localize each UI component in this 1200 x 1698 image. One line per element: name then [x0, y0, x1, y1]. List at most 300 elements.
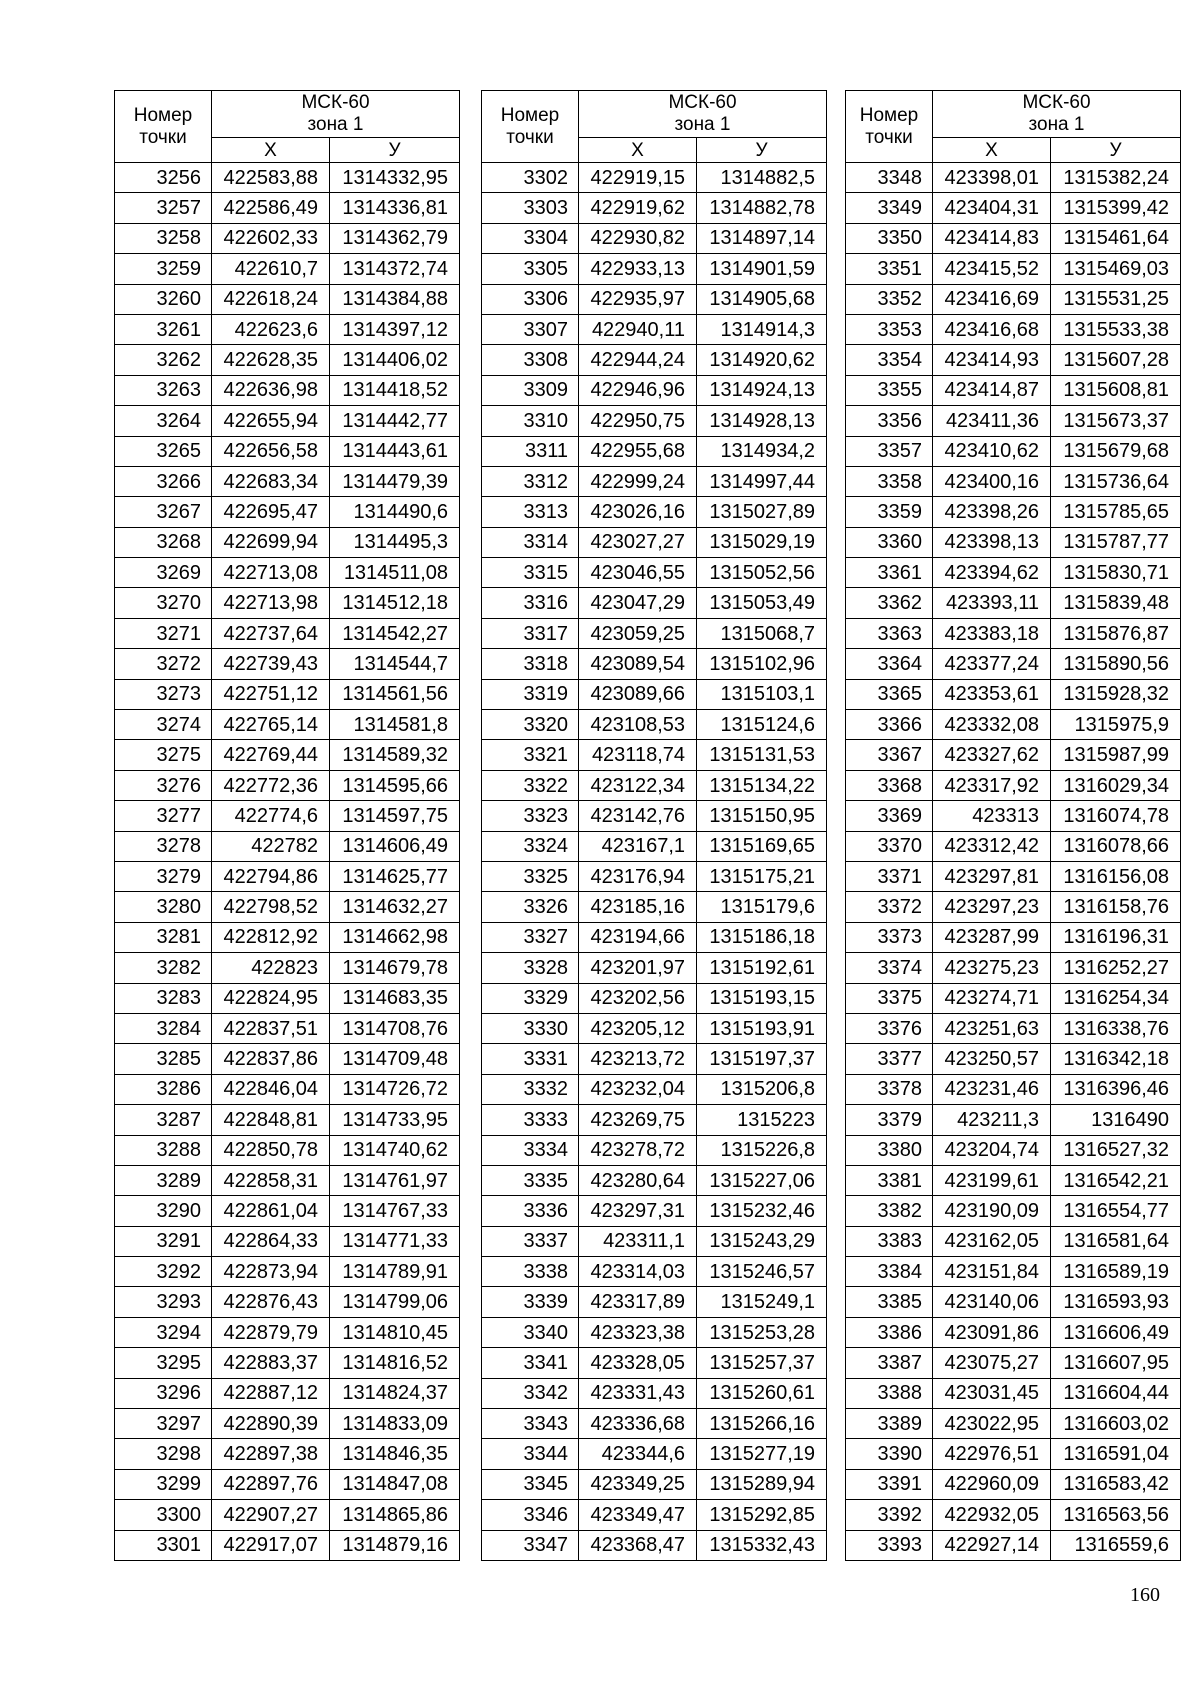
table-row: [482, 1530, 827, 1560]
point-number-cell: 3341: [482, 1348, 579, 1378]
point-number-cell: 3303: [482, 193, 579, 223]
table-row: [846, 892, 1181, 922]
x-coordinate-cell: 423311,1: [579, 1226, 697, 1256]
y-coordinate-cell: 1315607,28: [1051, 345, 1181, 375]
table-row: [846, 254, 1181, 284]
x-coordinate-cell: 422812,92: [212, 922, 330, 952]
y-coordinate-cell: 1314384,88: [330, 284, 460, 314]
x-coordinate-cell: 423414,87: [933, 375, 1051, 405]
point-number-cell: 3293: [115, 1287, 212, 1317]
y-coordinate-cell: 1315249,1: [697, 1287, 827, 1317]
x-coordinate-cell: 423349,25: [579, 1469, 697, 1499]
point-number-cell: 3265: [115, 436, 212, 466]
x-coordinate-cell: 423331,43: [579, 1378, 697, 1408]
point-number-cell: 3375: [846, 983, 933, 1013]
x-coordinate-cell: 422610,7: [212, 254, 330, 284]
table-row: [846, 497, 1181, 527]
point-number-cell: 3352: [846, 284, 933, 314]
point-number-cell: 3311: [482, 436, 579, 466]
table-row: [115, 1226, 460, 1256]
point-number-cell: 3333: [482, 1105, 579, 1135]
x-column-header: Х: [579, 138, 697, 163]
y-coordinate-cell: 1315027,89: [697, 497, 827, 527]
point-number-cell: 3387: [846, 1348, 933, 1378]
x-coordinate-cell: 423410,62: [933, 436, 1051, 466]
y-coordinate-cell: 1316078,66: [1051, 831, 1181, 861]
point-number-cell: 3289: [115, 1165, 212, 1195]
point-number-cell: 3280: [115, 892, 212, 922]
table-row: [482, 1074, 827, 1104]
point-number-cell: 3328: [482, 953, 579, 983]
point-number-cell: 3282: [115, 953, 212, 983]
table-row: [482, 558, 827, 588]
point-number-cell: 3390: [846, 1439, 933, 1469]
point-number-cell: 3351: [846, 254, 933, 284]
point-number-cell: 3342: [482, 1378, 579, 1408]
table-row: [482, 497, 827, 527]
point-number-cell: 3329: [482, 983, 579, 1013]
y-coordinate-cell: 1316607,95: [1051, 1348, 1181, 1378]
point-number-cell: 3259: [115, 254, 212, 284]
y-coordinate-cell: 1314479,39: [330, 466, 460, 496]
x-coordinate-cell: 422946,96: [579, 375, 697, 405]
x-coordinate-cell: 422861,04: [212, 1196, 330, 1226]
table-row: [115, 953, 460, 983]
y-coordinate-cell: 1314490,6: [330, 497, 460, 527]
x-coordinate-cell: 422950,75: [579, 406, 697, 436]
x-coordinate-cell: 422782: [212, 831, 330, 861]
x-coordinate-cell: 423416,68: [933, 314, 1051, 344]
table-row: [482, 1317, 827, 1347]
x-coordinate-cell: 423122,34: [579, 770, 697, 800]
table-row: [115, 770, 460, 800]
y-coordinate-cell: 1315193,15: [697, 983, 827, 1013]
y-coordinate-cell: 1314362,79: [330, 223, 460, 253]
table-row: [482, 1135, 827, 1165]
table-row: [846, 953, 1181, 983]
table-row: [846, 1348, 1181, 1378]
table-row: [115, 1317, 460, 1347]
x-coordinate-cell: 422824,95: [212, 983, 330, 1013]
table-row: [482, 345, 827, 375]
table-row: [846, 558, 1181, 588]
x-coordinate-cell: 422864,33: [212, 1226, 330, 1256]
point-number-cell: 3322: [482, 770, 579, 800]
table-row: [482, 892, 827, 922]
x-coordinate-cell: 423231,46: [933, 1074, 1051, 1104]
x-coordinate-cell: 422927,14: [933, 1530, 1051, 1560]
point-number-cell: 3281: [115, 922, 212, 952]
y-coordinate-cell: 1314914,3: [697, 314, 827, 344]
x-coordinate-cell: 423201,97: [579, 953, 697, 983]
x-coordinate-cell: 422695,47: [212, 497, 330, 527]
table-row: [115, 1135, 460, 1165]
table-row: [115, 649, 460, 679]
point-number-cell: 3275: [115, 740, 212, 770]
x-coordinate-cell: 423027,27: [579, 527, 697, 557]
point-number-cell: 3324: [482, 831, 579, 861]
x-coordinate-cell: 423211,3: [933, 1105, 1051, 1135]
x-coordinate-cell: 423317,92: [933, 770, 1051, 800]
point-number-cell: 3372: [846, 892, 933, 922]
point-number-cell: 3270: [115, 588, 212, 618]
table-row: [846, 588, 1181, 618]
y-coordinate-cell: 1314934,2: [697, 436, 827, 466]
y-coordinate-cell: 1315226,8: [697, 1135, 827, 1165]
table-row: [846, 679, 1181, 709]
y-coordinate-cell: 1315277,19: [697, 1439, 827, 1469]
x-coordinate-cell: 422933,13: [579, 254, 697, 284]
x-coordinate-cell: 423400,16: [933, 466, 1051, 496]
x-coordinate-cell: 423089,66: [579, 679, 697, 709]
x-coordinate-cell: 423336,68: [579, 1409, 697, 1439]
y-coordinate-cell: 1315260,61: [697, 1378, 827, 1408]
point-number-cell: 3356: [846, 406, 933, 436]
y-coordinate-cell: 1314846,35: [330, 1439, 460, 1469]
x-coordinate-cell: 423118,74: [579, 740, 697, 770]
y-coordinate-cell: 1314905,68: [697, 284, 827, 314]
x-coordinate-cell: 423327,62: [933, 740, 1051, 770]
y-coordinate-cell: 1315289,94: [697, 1469, 827, 1499]
x-coordinate-cell: 423323,38: [579, 1317, 697, 1347]
y-coordinate-cell: 1315223: [697, 1105, 827, 1135]
table-row: [482, 406, 827, 436]
table-row: [846, 740, 1181, 770]
y-coordinate-cell: 1316342,18: [1051, 1044, 1181, 1074]
table-row: [482, 193, 827, 223]
point-number-cell: 3273: [115, 679, 212, 709]
point-number-cell: 3292: [115, 1257, 212, 1287]
y-coordinate-cell: 1316554,77: [1051, 1196, 1181, 1226]
table-row: [482, 466, 827, 496]
table-row: [115, 1287, 460, 1317]
table-row: [115, 1378, 460, 1408]
y-coordinate-cell: 1316338,76: [1051, 1013, 1181, 1043]
table-row: [482, 1196, 827, 1226]
point-number-cell: 3302: [482, 163, 579, 193]
y-coordinate-cell: 1315876,87: [1051, 618, 1181, 648]
y-coordinate-cell: 1315134,22: [697, 770, 827, 800]
table-row: [482, 1165, 827, 1195]
point-number-cell: 3310: [482, 406, 579, 436]
y-coordinate-cell: 1314542,27: [330, 618, 460, 648]
y-coordinate-cell: 1315987,99: [1051, 740, 1181, 770]
table-row: [846, 1105, 1181, 1135]
point-number-cell: 3298: [115, 1439, 212, 1469]
x-coordinate-cell: 423328,05: [579, 1348, 697, 1378]
y-coordinate-cell: 1314595,66: [330, 770, 460, 800]
table-row: [846, 1226, 1181, 1256]
x-coordinate-cell: 422739,43: [212, 649, 330, 679]
y-coordinate-cell: 1316254,34: [1051, 983, 1181, 1013]
table-row: [846, 618, 1181, 648]
point-number-cell: 3258: [115, 223, 212, 253]
table-row: [482, 801, 827, 831]
table-row: [846, 436, 1181, 466]
x-coordinate-cell: 423394,62: [933, 558, 1051, 588]
coordinate-system-header: МСК-60 зона 1: [212, 91, 460, 138]
x-coordinate-cell: 422798,52: [212, 892, 330, 922]
y-coordinate-cell: 1314771,33: [330, 1226, 460, 1256]
x-coordinate-cell: 423151,84: [933, 1257, 1051, 1287]
y-coordinate-cell: 1316606,49: [1051, 1317, 1181, 1347]
table-row: [482, 1226, 827, 1256]
table-row: [846, 1013, 1181, 1043]
point-number-cell: 3330: [482, 1013, 579, 1043]
point-number-cell: 3371: [846, 861, 933, 891]
x-coordinate-cell: 423414,83: [933, 223, 1051, 253]
table-body: [115, 163, 460, 1561]
table-row: [482, 649, 827, 679]
point-number-cell: 3318: [482, 649, 579, 679]
x-coordinate-cell: 422636,98: [212, 375, 330, 405]
table-row: [482, 740, 827, 770]
x-coordinate-cell: 423047,29: [579, 588, 697, 618]
point-number-cell: 3261: [115, 314, 212, 344]
y-coordinate-cell: 1315175,21: [697, 861, 827, 891]
y-coordinate-cell: 1314662,98: [330, 922, 460, 952]
table-row: [115, 284, 460, 314]
table-row: [482, 1287, 827, 1317]
table-row: [115, 163, 460, 193]
y-coordinate-cell: 1314928,13: [697, 406, 827, 436]
x-coordinate-cell: 423332,08: [933, 710, 1051, 740]
x-coordinate-cell: 423176,94: [579, 861, 697, 891]
point-number-cell: 3340: [482, 1317, 579, 1347]
x-coordinate-cell: 422955,68: [579, 436, 697, 466]
x-coordinate-cell: 423383,18: [933, 618, 1051, 648]
table-row: [482, 1500, 827, 1530]
x-coordinate-cell: 423091,86: [933, 1317, 1051, 1347]
y-coordinate-cell: 1315399,42: [1051, 193, 1181, 223]
point-number-cell: 3376: [846, 1013, 933, 1043]
y-coordinate-cell: 1315150,95: [697, 801, 827, 831]
x-coordinate-cell: 422960,09: [933, 1469, 1051, 1499]
table-row: [115, 497, 460, 527]
point-number-cell: 3325: [482, 861, 579, 891]
table-row: [115, 831, 460, 861]
y-coordinate-cell: 1314581,8: [330, 710, 460, 740]
y-coordinate-cell: 1315169,65: [697, 831, 827, 861]
point-number-cell: 3297: [115, 1409, 212, 1439]
point-number-cell: 3290: [115, 1196, 212, 1226]
coordinate-system-header: МСК-60 зона 1: [933, 91, 1181, 138]
table-row: [482, 953, 827, 983]
table-row: [846, 861, 1181, 891]
x-coordinate-cell: 423411,36: [933, 406, 1051, 436]
table-row: [846, 375, 1181, 405]
table-row: [846, 649, 1181, 679]
x-coordinate-cell: 422846,04: [212, 1074, 330, 1104]
point-number-cell: 3283: [115, 983, 212, 1013]
y-coordinate-cell: 1315102,96: [697, 649, 827, 679]
point-number-cell: 3278: [115, 831, 212, 861]
table-row: [115, 1105, 460, 1135]
table-row: [115, 436, 460, 466]
y-coordinate-cell: 1314709,48: [330, 1044, 460, 1074]
table-row: [846, 223, 1181, 253]
coordinate-system-header: МСК-60 зона 1: [579, 91, 827, 138]
point-number-header: Номер точки: [115, 91, 212, 163]
x-coordinate-cell: 422897,38: [212, 1439, 330, 1469]
x-coordinate-cell: 423213,72: [579, 1044, 697, 1074]
table-row: [482, 254, 827, 284]
point-number-cell: 3363: [846, 618, 933, 648]
x-coordinate-cell: 423404,31: [933, 193, 1051, 223]
point-number-cell: 3347: [482, 1530, 579, 1560]
table-row: [482, 770, 827, 800]
y-coordinate-cell: 1315192,61: [697, 953, 827, 983]
table-row: [846, 193, 1181, 223]
table-row: [846, 284, 1181, 314]
point-number-cell: 3301: [115, 1530, 212, 1560]
table-row: [115, 892, 460, 922]
y-coordinate-cell: 1314332,95: [330, 163, 460, 193]
y-coordinate-cell: 1315785,65: [1051, 497, 1181, 527]
point-number-cell: 3358: [846, 466, 933, 496]
table-row: [115, 345, 460, 375]
table-row: [115, 740, 460, 770]
x-coordinate-cell: 423377,24: [933, 649, 1051, 679]
point-number-cell: 3355: [846, 375, 933, 405]
point-number-cell: 3274: [115, 710, 212, 740]
table-row: [115, 1469, 460, 1499]
table-row: [846, 314, 1181, 344]
table-row: [115, 1500, 460, 1530]
table-row: [482, 223, 827, 253]
table-row: [846, 1287, 1181, 1317]
point-number-cell: 3279: [115, 861, 212, 891]
x-coordinate-cell: 423162,05: [933, 1226, 1051, 1256]
table-row: [482, 1469, 827, 1499]
point-number-cell: 3305: [482, 254, 579, 284]
point-number-cell: 3299: [115, 1469, 212, 1499]
x-coordinate-cell: 422930,82: [579, 223, 697, 253]
x-coordinate-cell: 422765,14: [212, 710, 330, 740]
point-number-cell: 3383: [846, 1226, 933, 1256]
x-coordinate-cell: 422850,78: [212, 1135, 330, 1165]
y-coordinate-cell: 1316156,08: [1051, 861, 1181, 891]
x-coordinate-cell: 423232,04: [579, 1074, 697, 1104]
x-coordinate-cell: 423280,64: [579, 1165, 697, 1195]
y-coordinate-cell: 1314882,5: [697, 163, 827, 193]
point-number-cell: 3260: [115, 284, 212, 314]
y-coordinate-cell: 1315787,77: [1051, 527, 1181, 557]
y-coordinate-cell: 1314372,74: [330, 254, 460, 284]
point-number-cell: 3388: [846, 1378, 933, 1408]
y-coordinate-cell: 1316581,64: [1051, 1226, 1181, 1256]
point-number-cell: 3304: [482, 223, 579, 253]
table-row: [482, 588, 827, 618]
point-number-cell: 3346: [482, 1500, 579, 1530]
y-coordinate-cell: 1314561,56: [330, 679, 460, 709]
table-row: [115, 1196, 460, 1226]
table-row: [482, 983, 827, 1013]
y-coordinate-cell: 1315679,68: [1051, 436, 1181, 466]
y-coordinate-cell: 1314625,77: [330, 861, 460, 891]
table-row: [846, 1074, 1181, 1104]
table-row: [482, 861, 827, 891]
table-row: [115, 1348, 460, 1378]
y-coordinate-cell: 1316527,32: [1051, 1135, 1181, 1165]
point-number-cell: 3266: [115, 466, 212, 496]
x-coordinate-cell: 423287,99: [933, 922, 1051, 952]
x-coordinate-cell: 422769,44: [212, 740, 330, 770]
table-row: [115, 618, 460, 648]
table-row: [115, 314, 460, 344]
point-number-cell: 3264: [115, 406, 212, 436]
x-coordinate-cell: 423297,31: [579, 1196, 697, 1226]
table-row: [846, 770, 1181, 800]
x-coordinate-cell: 422586,49: [212, 193, 330, 223]
x-coordinate-cell: 423205,12: [579, 1013, 697, 1043]
y-coordinate-cell: 1315052,56: [697, 558, 827, 588]
y-coordinate-cell: 1314789,91: [330, 1257, 460, 1287]
table-row: [115, 1044, 460, 1074]
x-coordinate-cell: 423353,61: [933, 679, 1051, 709]
table-row: [482, 1348, 827, 1378]
x-coordinate-cell: 423415,52: [933, 254, 1051, 284]
y-coordinate-cell: 1314810,45: [330, 1317, 460, 1347]
y-coordinate-cell: 1316583,42: [1051, 1469, 1181, 1499]
table-row: [482, 527, 827, 557]
table-row: [115, 588, 460, 618]
y-coordinate-cell: 1316559,6: [1051, 1530, 1181, 1560]
point-number-cell: 3286: [115, 1074, 212, 1104]
x-coordinate-cell: 422940,11: [579, 314, 697, 344]
point-number-cell: 3327: [482, 922, 579, 952]
y-coordinate-cell: 1315179,6: [697, 892, 827, 922]
y-coordinate-cell: 1314833,09: [330, 1409, 460, 1439]
y-coordinate-cell: 1315193,91: [697, 1013, 827, 1043]
x-coordinate-cell: 422683,34: [212, 466, 330, 496]
y-coordinate-cell: 1315830,71: [1051, 558, 1181, 588]
y-coordinate-cell: 1314495,3: [330, 527, 460, 557]
point-number-cell: 3319: [482, 679, 579, 709]
x-coordinate-cell: 423185,16: [579, 892, 697, 922]
y-coordinate-cell: 1314632,27: [330, 892, 460, 922]
table-row: [482, 314, 827, 344]
y-coordinate-cell: 1315890,56: [1051, 649, 1181, 679]
y-coordinate-cell: 1314336,81: [330, 193, 460, 223]
point-number-cell: 3300: [115, 1500, 212, 1530]
x-coordinate-cell: 423022,95: [933, 1409, 1051, 1439]
table-row: [115, 1409, 460, 1439]
point-number-cell: 3367: [846, 740, 933, 770]
x-coordinate-cell: 423026,16: [579, 497, 697, 527]
y-coordinate-cell: 1315736,64: [1051, 466, 1181, 496]
point-number-header: Номер точки: [846, 91, 933, 163]
x-coordinate-cell: 423344,6: [579, 1439, 697, 1469]
x-coordinate-cell: 422883,37: [212, 1348, 330, 1378]
y-coordinate-cell: 1315257,37: [697, 1348, 827, 1378]
x-coordinate-cell: 422583,88: [212, 163, 330, 193]
point-number-cell: 3378: [846, 1074, 933, 1104]
point-number-cell: 3354: [846, 345, 933, 375]
table-row: [482, 1409, 827, 1439]
y-coordinate-cell: 1315469,03: [1051, 254, 1181, 284]
x-coordinate-cell: 423199,61: [933, 1165, 1051, 1195]
coordinates-table-2: [481, 90, 827, 1561]
x-coordinate-cell: 423349,47: [579, 1500, 697, 1530]
x-coordinate-cell: 423297,23: [933, 892, 1051, 922]
y-coordinate-cell: 1314824,37: [330, 1378, 460, 1408]
y-coordinate-cell: 1314397,12: [330, 314, 460, 344]
point-number-cell: 3262: [115, 345, 212, 375]
x-coordinate-cell: 422655,94: [212, 406, 330, 436]
table-row: [482, 1378, 827, 1408]
point-number-cell: 3320: [482, 710, 579, 740]
